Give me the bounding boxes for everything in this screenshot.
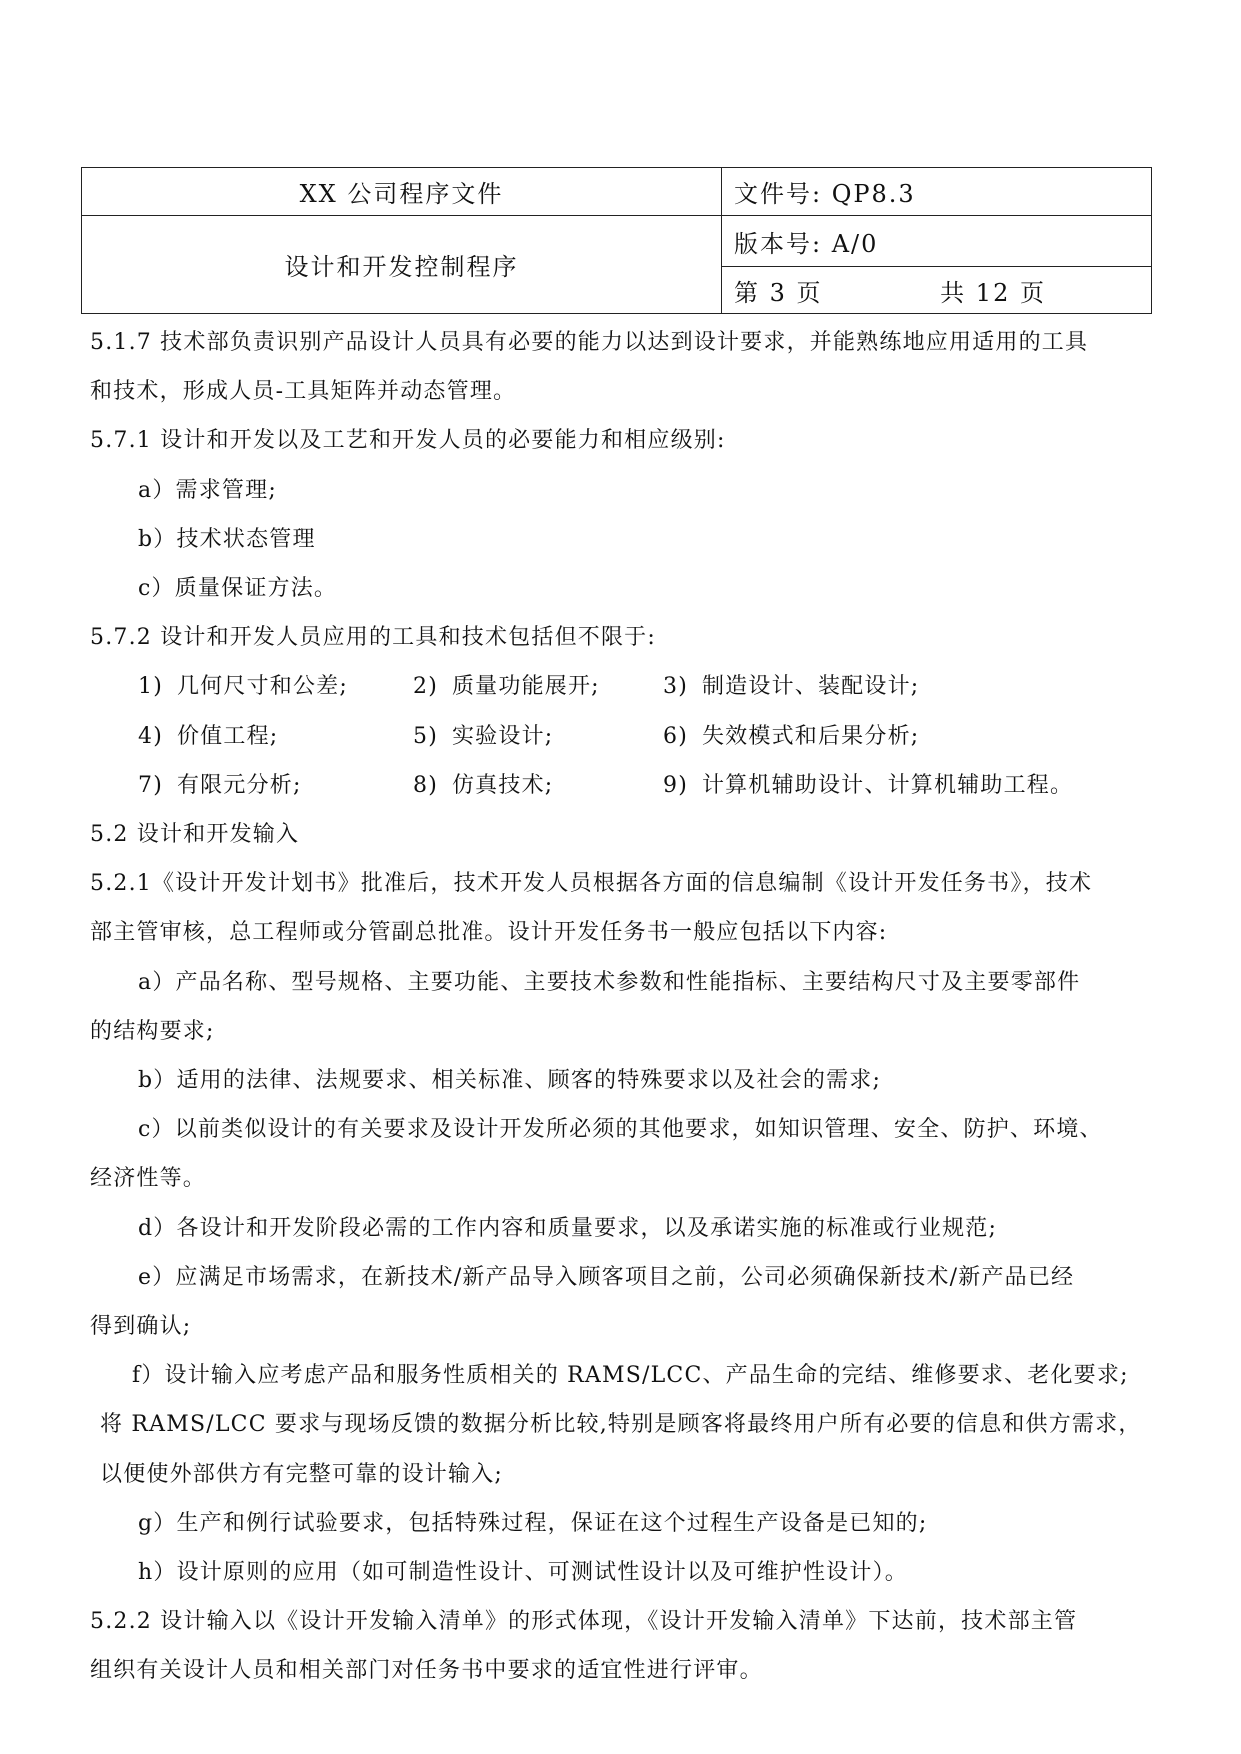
document-number: 文件号: QP8.3 bbox=[722, 168, 1152, 216]
company-document-label: XX 公司程序文件 bbox=[82, 168, 722, 216]
tool-item: 6) 失效模式和后果分析; bbox=[663, 723, 920, 749]
tools-row-1 bbox=[90, 662, 1165, 711]
clause-5-7-1: 5.7.1 设计和开发以及工艺和开发人员的必要能力和相应级别: bbox=[90, 428, 726, 454]
page-info bbox=[722, 267, 1152, 314]
tool-item: 1) 几何尺寸和公差; bbox=[138, 674, 348, 700]
clause-5-1-7: 5.1.7 技术部负责识别产品设计人员具有必要的能力以达到设计要求，并能熟练地应用适用的工具 bbox=[90, 330, 1089, 355]
clause-5-7-2: 5.7.2 设计和开发人员应用的工具和技术包括但不限于: bbox=[90, 625, 656, 651]
requirement-a: a）产品名称、型号规格、主要功能、主要技术参数和性能指标、主要结构尺寸及主要零部件 bbox=[138, 969, 1081, 995]
requirement-g: g）生产和例行试验要求，包括特殊过程，保证在这个过程生产设备是已知的; bbox=[138, 1510, 928, 1536]
tool-item: 2) 质量功能展开; bbox=[413, 674, 600, 700]
requirement-a-continued: 的结构要求; bbox=[90, 1018, 215, 1044]
tool-item: 4) 价值工程; bbox=[138, 723, 279, 749]
tool-item: 8) 仿真技术; bbox=[413, 772, 554, 798]
tool-item: 9) 计算机辅助设计、计算机辅助工程。 bbox=[663, 772, 1074, 798]
tools-row-3 bbox=[90, 761, 1165, 810]
document-header-table bbox=[81, 167, 1152, 314]
requirement-f-continued-2: 以便使外部供方有完整可靠的设计输入; bbox=[100, 1461, 504, 1487]
page-number: 第 3 页 bbox=[734, 278, 823, 307]
list-item-a: a）需求管理; bbox=[138, 477, 277, 503]
requirement-c: c）以前类似设计的有关要求及设计开发所必须的其他要求，如知识管理、安全、防护、环境、 bbox=[138, 1117, 1103, 1143]
requirement-e-continued: 得到确认; bbox=[90, 1314, 192, 1340]
requirement-e: e）应满足市场需求，在新技术/新产品导入顾客项目之前，公司必须确保新技术/新产品已经 bbox=[138, 1264, 1075, 1290]
version-number: 版本号: A/0 bbox=[722, 216, 1152, 267]
requirement-b: b）适用的法律、法规要求、相关标准、顾客的特殊要求以及社会的需求; bbox=[138, 1068, 882, 1094]
requirement-h: h）设计原则的应用（如可制造性设计、可测试性设计以及可维护性设计）。 bbox=[138, 1560, 908, 1586]
tool-item: 5) 实验设计; bbox=[413, 723, 554, 749]
clause-5-2-2: 5.2.2 设计输入以《设计开发输入清单》的形式体现，《设计开发输入清单》下达前，技术部主管 bbox=[90, 1609, 1078, 1635]
document-body bbox=[90, 318, 1165, 1696]
clause-5-1-7-continued: 和技术，形成人员-工具矩阵并动态管理。 bbox=[90, 379, 517, 405]
requirement-f: f）设计输入应考虑产品和服务性质相关的 RAMS/LCC、产品生命的完结、维修要求、老化要求; bbox=[132, 1363, 1129, 1389]
tools-row-2 bbox=[90, 712, 1165, 761]
clause-5-2-1-continued: 部主管审核，总工程师或分管副总批准。设计开发任务书一般应包括以下内容: bbox=[90, 920, 888, 946]
clause-5-2-2-continued: 组织有关设计人员和相关部门对任务书中要求的适宜性进行评审。 bbox=[90, 1658, 763, 1684]
list-item-b: b）技术状态管理 bbox=[138, 526, 316, 552]
page-total: 共 12 页 bbox=[940, 278, 1046, 307]
document-title: 设计和开发控制程序 bbox=[82, 216, 722, 314]
tool-item: 7) 有限元分析; bbox=[138, 772, 302, 798]
tool-item: 3) 制造设计、装配设计; bbox=[663, 674, 920, 700]
requirement-f-continued-1: 将 RAMS/LCC 要求与现场反馈的数据分析比较,特别是顾客将最终用户所有必要的信息和供方需求， bbox=[100, 1412, 1142, 1438]
requirement-d: d）各设计和开发阶段必需的工作内容和质量要求，以及承诺实施的标准或行业规范; bbox=[138, 1215, 998, 1241]
requirement-c-continued: 经济性等。 bbox=[90, 1166, 207, 1192]
list-item-c: c）质量保证方法。 bbox=[138, 576, 338, 602]
clause-5-2-heading: 5.2 设计和开发输入 bbox=[90, 822, 300, 848]
clause-5-2-1: 5.2.1《设计开发计划书》批准后，技术开发人员根据各方面的信息编制《设计开发任务书》，技术 bbox=[90, 871, 1093, 897]
